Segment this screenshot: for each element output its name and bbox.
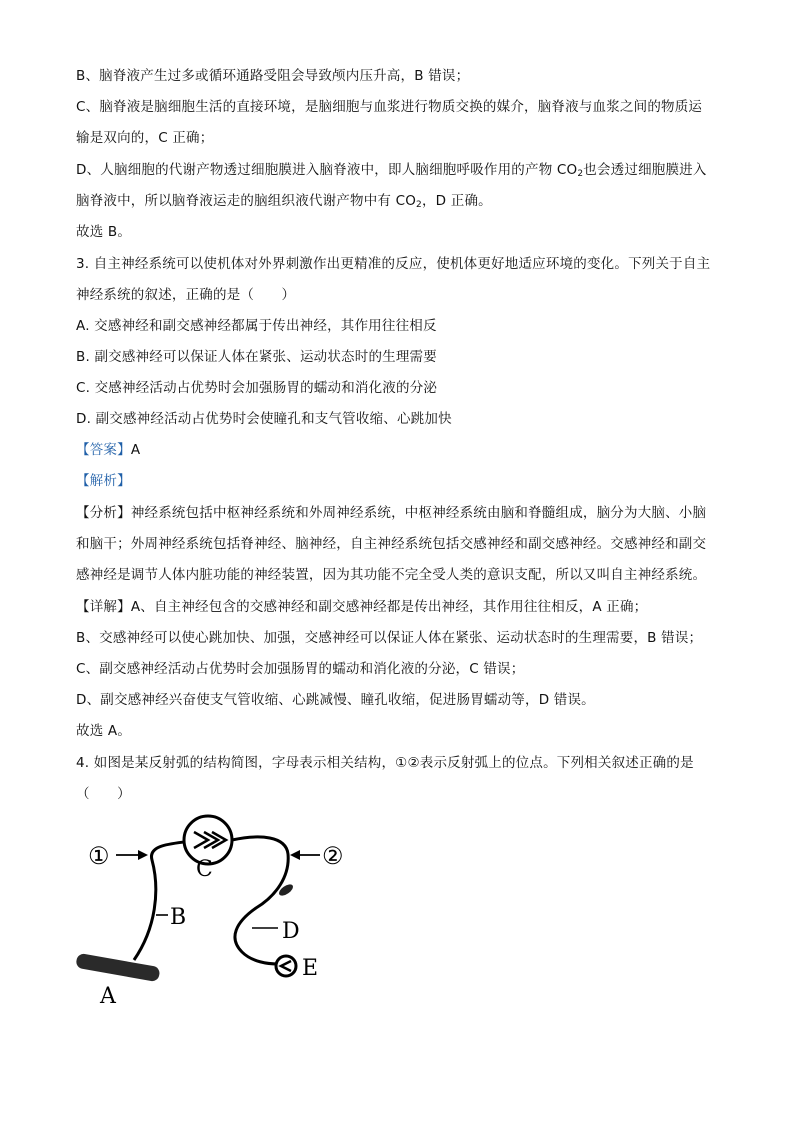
text-segment: 也会透过细胞膜进入: [583, 162, 707, 178]
option-c: C. 交感神经活动占优势时会加强肠胃的蠕动和消化液的分泌: [76, 380, 438, 396]
text-line: B、脑脊液产生过多或循环通路受阻会导致颅内压升高，B 错误；: [76, 68, 470, 84]
subscript: 2: [577, 169, 584, 179]
label-b: B: [170, 905, 187, 930]
option-b: B. 副交感神经可以保证人体在紧张、运动状态时的生理需要: [76, 349, 437, 365]
question-4-stem: 4. 如图是某反射弧的结构简图，字母表示相关结构，①②表示反射弧上的位点。下列相关叙述正确的是: [76, 755, 694, 771]
text-segment: ，D 正确。: [421, 193, 492, 209]
receptor-a: [75, 953, 160, 982]
text-line: C、脑脊液是脑细胞生活的直接环境，是脑细胞与血浆进行物质交换的媒介，脑脊液与血浆之间的物质运: [76, 99, 703, 115]
text-segment: D、人脑细胞的代谢产物透过细胞膜进入脑脊液中，即人脑细胞呼吸作用的产物 CO: [76, 162, 578, 178]
text-line: 输是双向的，C 正确；: [76, 130, 214, 146]
analysis-line: [76, 503, 706, 523]
question-4-stem: （ ）: [76, 786, 131, 802]
label-d: D: [282, 919, 300, 944]
option-d: D. 副交感神经活动占优势时会使瞳孔和支气管收缩、心跳加快: [76, 411, 452, 427]
question-3-stem: 3. 自主神经系统可以使机体对外界刺激作出更精准的反应，使机体更好地适应环境的变化。下列关于自主: [76, 256, 711, 272]
answer-line: [76, 440, 140, 460]
text-line: B、交感神经可以使心跳加快、加强，交感神经可以保证人体在紧张、运动状态时的生理需要，B 错误；: [76, 630, 703, 646]
text-line: D、副交感神经兴奋使支气管收缩、心跳减慢、瞳孔收缩，促进肠胃蠕动等，D 错误。: [76, 692, 595, 708]
answer-value: A: [130, 442, 141, 458]
afferent-nerve-b: [134, 842, 187, 960]
option-a: A. 交感神经和副交感神经都属于传出神经，其作用往往相反: [76, 318, 437, 334]
detail-tag: 【详解】: [76, 599, 131, 615]
point-2-arrowhead: [290, 850, 300, 860]
answer-tag: 【答案】: [76, 442, 131, 458]
text-line: 感神经是调节人体内脏功能的神经装置，因为其功能不完全受人类的意识支配，所以又叫自主神经系统。: [76, 567, 707, 583]
text-line: [76, 191, 492, 215]
reflex-arc-diagram: [72, 810, 372, 1020]
label-a: A: [100, 984, 116, 1009]
text-line: 故选 A。: [76, 723, 132, 739]
detail-line: [76, 597, 647, 617]
text-line: [76, 160, 707, 184]
explanation-tag: 【解析】: [76, 473, 131, 489]
text-segment: 脑脊液中，所以脑脊液运走的脑组织液代谢产物中有 CO: [76, 193, 417, 209]
text-line: 和脑干；外周神经系统包括脊神经、脑神经，自主神经系统包括交感神经和副交感神经。交感神经和副交: [76, 536, 707, 552]
text-line: 故选 B。: [76, 224, 132, 240]
analysis-tag: 【分析】: [76, 505, 131, 521]
text-segment: A、自主神经包含的交感神经和副交感神经都是传出神经，其作用往往相反，A 正确；: [130, 599, 648, 615]
efferent-nerve-d: [232, 837, 288, 964]
label-point-2: ②: [322, 842, 344, 870]
label-point-1: ①: [88, 842, 110, 870]
text-line: C、副交感神经活动占优势时会加强肠胃的蠕动和消化液的分泌，C 错误；: [76, 661, 525, 677]
label-e: E: [302, 956, 319, 981]
question-3-stem: 神经系统的叙述，正确的是（ ）: [76, 287, 296, 303]
text-segment: 神经系统包括中枢神经系统和外周神经系统，中枢神经系统由脑和脊髓组成，脑分为大脑、小脑: [130, 505, 707, 521]
explanation-heading: [76, 471, 131, 491]
point-1-arrowhead: [138, 850, 148, 860]
subscript: 2: [416, 200, 422, 210]
label-c: C: [196, 857, 213, 882]
